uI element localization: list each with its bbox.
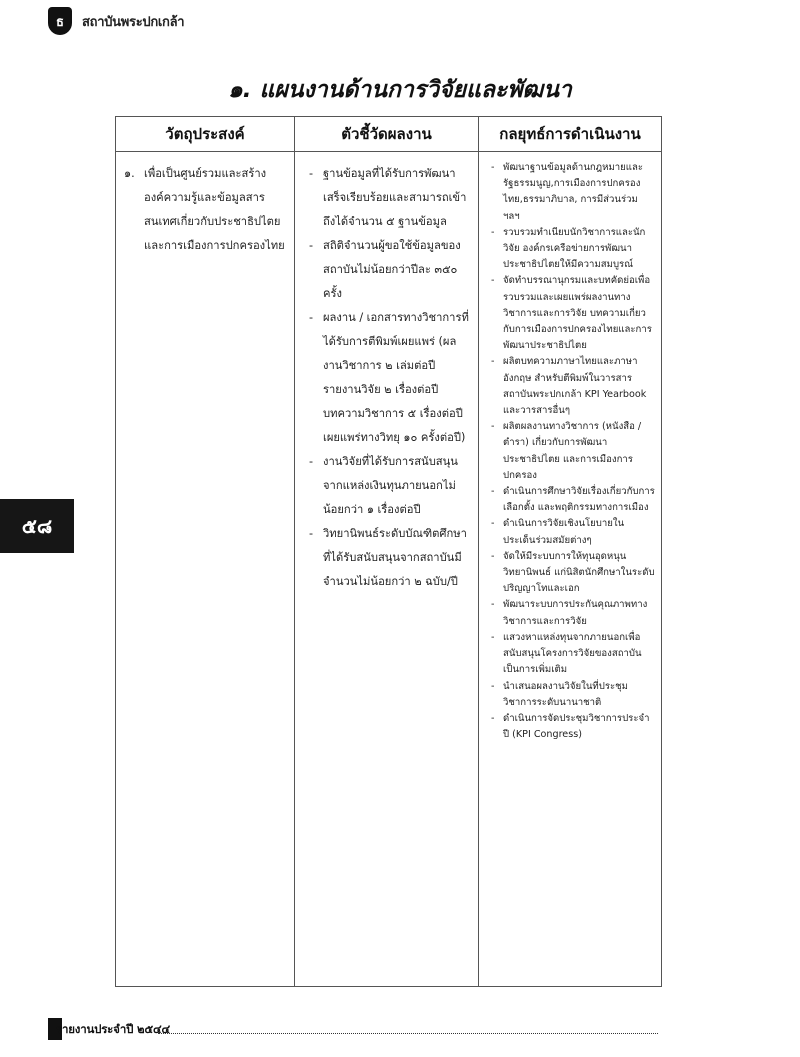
- page-header: [48, 6, 184, 36]
- org-name: สถาบันพระปกเกล้า: [82, 14, 185, 30]
- footer-divider: [158, 1033, 658, 1034]
- table-header-row: [116, 117, 662, 152]
- strategy-item: - ดำเนินการวิจัยเชิงนโยบายในประเด็นร่วมสมัยต่างๆ: [479, 516, 655, 548]
- strategy-item: - ดำเนินการศึกษาวิจัยเรื่องเกี่ยวกับการเลือกตั้ง และพฤติกรรมทางการเมือง: [479, 484, 655, 516]
- indicator-list: [295, 152, 478, 594]
- institute-logo: ธ: [48, 7, 72, 35]
- indicator-item: - ผลงาน / เอกสารทางวิชาการที่ได้รับการตีพิมพ์เผยแพร่ (ผลงานวิชาการ ๒ เล่มต่อปี รายงานวิจัย ๒ เรื่องต่อปี บทความวิชาการ ๕ เรื่องต่อปี เผยแพร่ทางวิทยุ ๑๐ ครั้งต่อปี): [295, 306, 470, 450]
- strategy-item: - ผลิตผลงานทางวิชาการ (หนังสือ / ตำรา) เกี่ยวกับการพัฒนาประชาธิปไตย และการเมืองการปกครอง: [479, 419, 655, 484]
- strategy-item: - นำเสนอผลงานวิจัยในที่ประชุมวิชาการระดับนานาชาติ: [479, 679, 655, 711]
- objective-text: [116, 152, 294, 258]
- objective-line: องค์ความรู้และข้อมูลสาร: [144, 191, 265, 204]
- strategy-list: [479, 152, 661, 743]
- indicators-cell: [295, 152, 479, 987]
- strategies-cell: [479, 152, 662, 987]
- page-number-tab: [0, 499, 74, 553]
- strategy-item: - จัดให้มีระบบการให้ทุนอุดหนุนวิทยานิพนธ์ แก่นิสิตนักศึกษาในระดับปริญญาโทและเอก: [479, 549, 655, 598]
- indicator-item: - ฐานข้อมูลที่ได้รับการพัฒนาเสร็จเรียบร้อยและสามารถเข้าถึงได้จำนวน ๕ ฐานข้อมูล: [295, 162, 470, 234]
- strategy-item: - จัดทำบรรณานุกรมและบทคัดย่อเพื่อรวบรวมและเผยแพร่ผลงานทางวิชาการและการวิจัย บทความเกี่ยวกับการเมืองการปกครองไทยและการพัฒนาประชาธิปไตย: [479, 273, 655, 354]
- page-title: ๑. แผนงานด้านการวิจัยและพัฒนา: [228, 77, 572, 103]
- strategy-item: - พัฒนาฐานข้อมูลด้านกฎหมายและรัฐธรรมนูญ,การเมืองการปกครองไทย,ธรรมาภิบาล, การมีส่วนร่วม ฯลฯ: [479, 160, 655, 225]
- indicator-item: - งานวิจัยที่ได้รับการสนับสนุนจากแหล่งเงินทุนภายนอกไม่น้อยกว่า ๑ เรื่องต่อปี: [295, 450, 470, 522]
- header-objective: วัตถุประสงค์: [116, 117, 295, 152]
- indicator-item: - สถิติจำนวนผู้ขอใช้ข้อมูลของสถาบันไม่น้อยกว่าปีละ ๓๕๐ ครั้ง: [295, 234, 470, 306]
- strategy-item: - พัฒนาระบบการประกันคุณภาพทางวิชาการและการวิจัย: [479, 597, 655, 629]
- objective-number: ๑.: [124, 167, 135, 180]
- strategy-item: - รวบรวมทำเนียบนักวิชาการและนักวิจัย องค์กรเครือข่ายการพัฒนาประชาธิปไตยให้มีความสมบูรณ์: [479, 225, 655, 274]
- footer-text: รายงานประจำปี ๒๕๔๔: [56, 1022, 170, 1036]
- indicator-item: - วิทยานิพนธ์ระดับบัณฑิตศึกษา ที่ได้รับสนับสนุนจากสถาบันมีจำนวนไม่น้อยกว่า ๒ ฉบับ/ปี: [295, 522, 470, 594]
- objective-cell: [116, 152, 295, 987]
- strategy-item: - ดำเนินการจัดประชุมวิชาการประจำปี (KPI Congress): [479, 711, 655, 743]
- plan-table: [115, 116, 662, 987]
- page-number: ๕๘: [21, 514, 53, 538]
- header-indicators: ตัวชี้วัดผลงาน: [295, 117, 479, 152]
- objective-line: และการเมืองการปกครองไทย: [144, 239, 285, 252]
- strategy-item: - ผลิตบทความภาษาไทยและภาษาอังกฤษ สำหรับตีพิมพ์ในวารสารสถาบันพระปกเกล้า KPI Yearbook และวารสารอื่นๆ: [479, 354, 655, 419]
- table-row: [116, 152, 662, 987]
- header-strategies: กลยุทธ์การดำเนินงาน: [479, 117, 662, 152]
- objective-line: ๑. เพื่อเป็นศูนย์รวมและสร้าง: [124, 162, 286, 186]
- objective-line: สนเทศเกี่ยวกับประชาธิปไตย: [144, 215, 281, 228]
- strategy-item: - แสวงหาแหล่งทุนจากภายนอกเพื่อสนับสนุนโครงการวิจัยของสถาบัน เป็นการเพิ่มเติม: [479, 630, 655, 679]
